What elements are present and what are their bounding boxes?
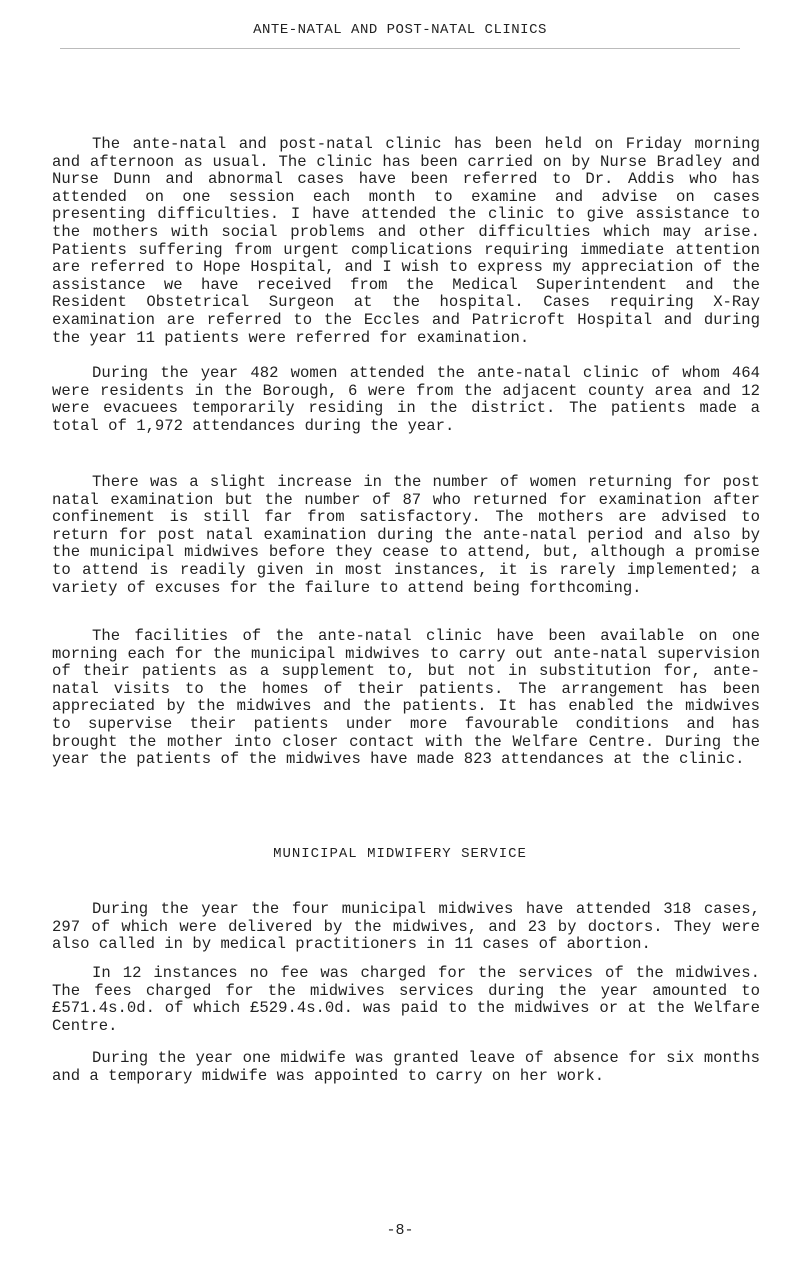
paragraph-facilities: [52, 628, 760, 769]
paragraph-text: During the year 482 women attended the ante-natal clinic of whom 464 were residents in the Borough, 6 were from the adjacent county area and 12 were evacuees temporarily residing in the district. The patients made a total of 1,972 attendances during the year.: [52, 364, 760, 435]
paragraph-text: In 12 instances no fee was charged for the services of the midwives. The fees charged for the midwives services during the year amounted to £571.4s.0d. of which £529.4s.0d. was paid to the midwives or at the Welfare Centre.: [52, 964, 760, 1035]
paragraph-midwife-cases: [52, 901, 760, 954]
page-number: -8-: [386, 1222, 414, 1239]
paragraph-text: During the year the four municipal midwives have attended 318 cases, 297 of which were delivered by the midwives, and 23 by doctors. They were also called in by medical practitioners in 11 cases of abortion.: [52, 900, 760, 954]
section-heading-midwifery: MUNICIPAL MIDWIFERY SERVICE: [273, 846, 527, 862]
paragraph-midwife-leave: [52, 1050, 760, 1085]
paragraph-attendance: [52, 365, 760, 435]
section-heading-clinics: ANTE-NATAL AND POST-NATAL CLINICS: [253, 22, 547, 38]
paragraph-text: During the year one midwife was granted leave of absence for six months and a temporary midwife was appointed to carry on her work.: [52, 1049, 760, 1085]
paragraph-midwife-fees: [52, 965, 760, 1035]
paragraph-text: The ante-natal and post-natal clinic has been held on Friday morning and afternoon as usual. The clinic has been carried on by Nurse Bradley and Nurse Dunn and abnormal cases have been referred to Dr. Addis who has attended on one session each month to examine and advise on cases presenting difficulties. I have attended the clinic to give assistance to the mothers with social problems and other difficulties which may arise. Patients suffering from urgent complications requiring immediate attention are referred to Hope Hospital, and I wish to express my appreciation of the assistance we have received from the Medical Superintendent and the Resident Obstetrical Surgeon at the hospital. Cases requiring X-Ray examination are referred to the Eccles and Patricroft Hospital and during the year 11 patients were referred for examination.: [52, 135, 760, 347]
paragraph-text: The facilities of the ante-natal clinic have been available on one morning each for the municipal midwives to carry out ante-natal supervision of their patients as a supplement to, but not in substitution for, ante-natal visits to the homes of their patients. The arrangement has been appreciated by the midwives and the patients. It has enabled the midwives to supervise their patients under more favourable conditions and has brought the mother into closer contact with the Welfare Centre. During the year the patients of the midwives have made 823 attendances at the clinic.: [52, 627, 760, 769]
heading-underline: [60, 48, 740, 49]
paragraph-clinic-overview: [52, 136, 760, 347]
paragraph-text: There was a slight increase in the number of women returning for post natal examination but the number of 87 who returned for examination after confinement is still far from satisfactory. The mothers are advised to return for post natal examination during the ante-natal period and also by the municipal midwives before they cease to attend, but, although a promise to attend is readily given in most instances, it is rarely implemented; a variety of excuses for the failure to attend being forthcoming.: [52, 473, 760, 597]
paragraph-post-natal: [52, 474, 760, 597]
